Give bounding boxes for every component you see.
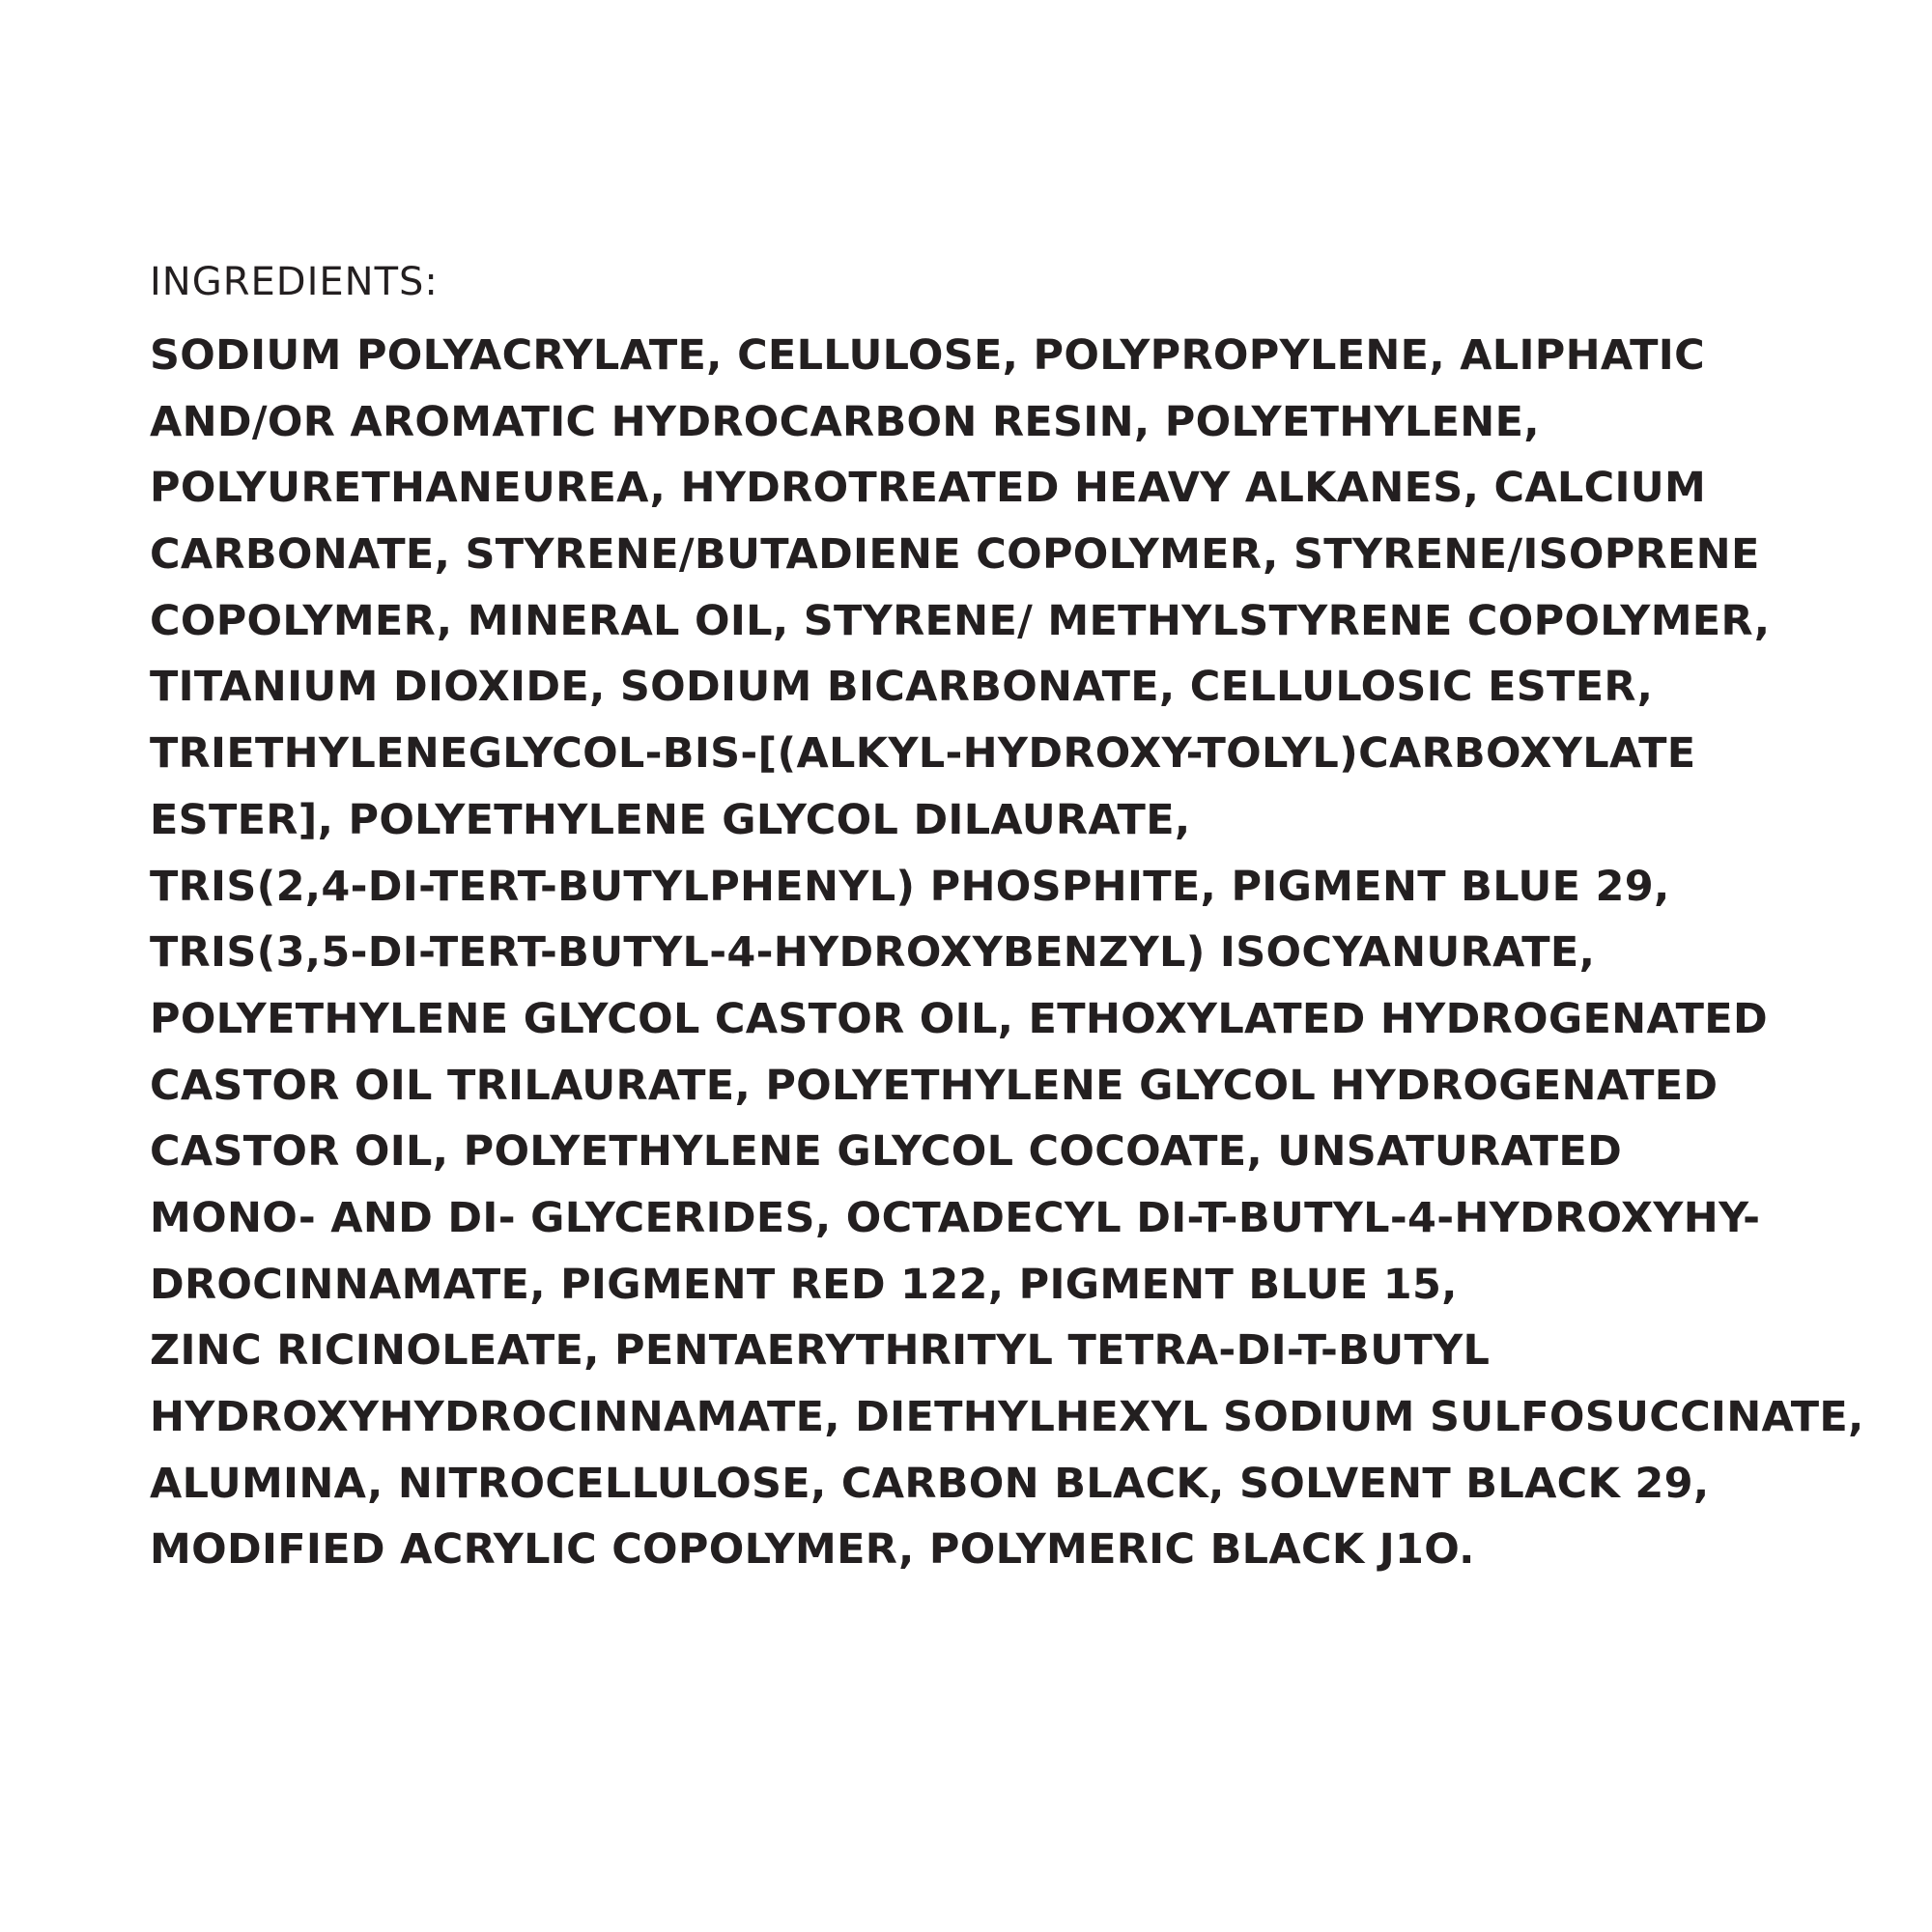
ingredients-line: MONO- AND DI- GLYCERIDES, OCTADECYL DI-T-BUTYL-4-HYDROXYHY- xyxy=(150,1193,1761,1242)
ingredients-line: CASTOR OIL TRILAURATE, POLYETHYLENE GLYCOL HYDROGENATED xyxy=(150,1061,1719,1110)
ingredients-line: DROCINNAMATE, PIGMENT RED 122, PIGMENT BLUE 15, xyxy=(150,1260,1458,1309)
ingredients-line: CASTOR OIL, POLYETHYLENE GLYCOL COCOATE, UNSATURATED xyxy=(150,1127,1623,1177)
ingredients-line: ZINC RICINOLEATE, PENTAERYTHRITYL TETRA-DI-T-BUTYL xyxy=(150,1326,1491,1376)
ingredients-line: HYDROXYHYDROCINNAMATE, DIETHYLHEXYL SODIUM SULFOSUCCINATE, xyxy=(150,1393,1864,1441)
ingredients-line: TRIS(2,4-DI-TERT-BUTYLPHENYL) PHOSPHITE, PIGMENT BLUE 29, xyxy=(150,862,1670,911)
ingredients-line: POLYETHYLENE GLYCOL CASTOR OIL, ETHOXYLATED HYDROGENATED xyxy=(150,994,1768,1043)
ingredients-line: TRIS(3,5-DI-TERT-BUTYL-4-HYDROXYBENZYL) ISOCYANURATE, xyxy=(150,928,1596,978)
ingredients-line: SODIUM POLYACRYLATE, CELLULOSE, POLYPROPYLENE, ALIPHATIC xyxy=(150,331,1705,380)
ingredients-line: COPOLYMER, MINERAL OIL, STYRENE/ METHYLSTYRENE COPOLYMER, xyxy=(150,596,1771,645)
ingredients-line: POLYURETHANEUREA, HYDROTREATED HEAVY ALKANES, CALCIUM xyxy=(150,464,1707,513)
ingredients-list xyxy=(150,323,1889,1583)
ingredients-heading: INGREDIENTS: xyxy=(150,260,439,304)
ingredients-line: TITANIUM DIOXIDE, SODIUM BICARBONATE, CELLULOSIC ESTER, xyxy=(150,663,1654,712)
ingredients-line: MODIFIED ACRYLIC COPOLYMER, POLYMERIC BLACK J1O. xyxy=(150,1525,1475,1575)
ingredients-line: ALUMINA, NITROCELLULOSE, CARBON BLACK, SOLVENT BLACK 29, xyxy=(150,1459,1710,1508)
ingredients-line: AND/OR AROMATIC HYDROCARBON RESIN, POLYETHYLENE, xyxy=(150,397,1540,446)
ingredients-line: CARBONATE, STYRENE/BUTADIENE COPOLYMER, STYRENE/ISOPRENE xyxy=(150,530,1760,580)
ingredients-line: TRIETHYLENEGLYCOL-BIS-[(ALKYL-HYDROXY-TOLYL)CARBOXYLATE xyxy=(150,729,1696,779)
ingredients-line: ESTER], POLYETHYLENE GLYCOL DILAURATE, xyxy=(150,795,1191,844)
